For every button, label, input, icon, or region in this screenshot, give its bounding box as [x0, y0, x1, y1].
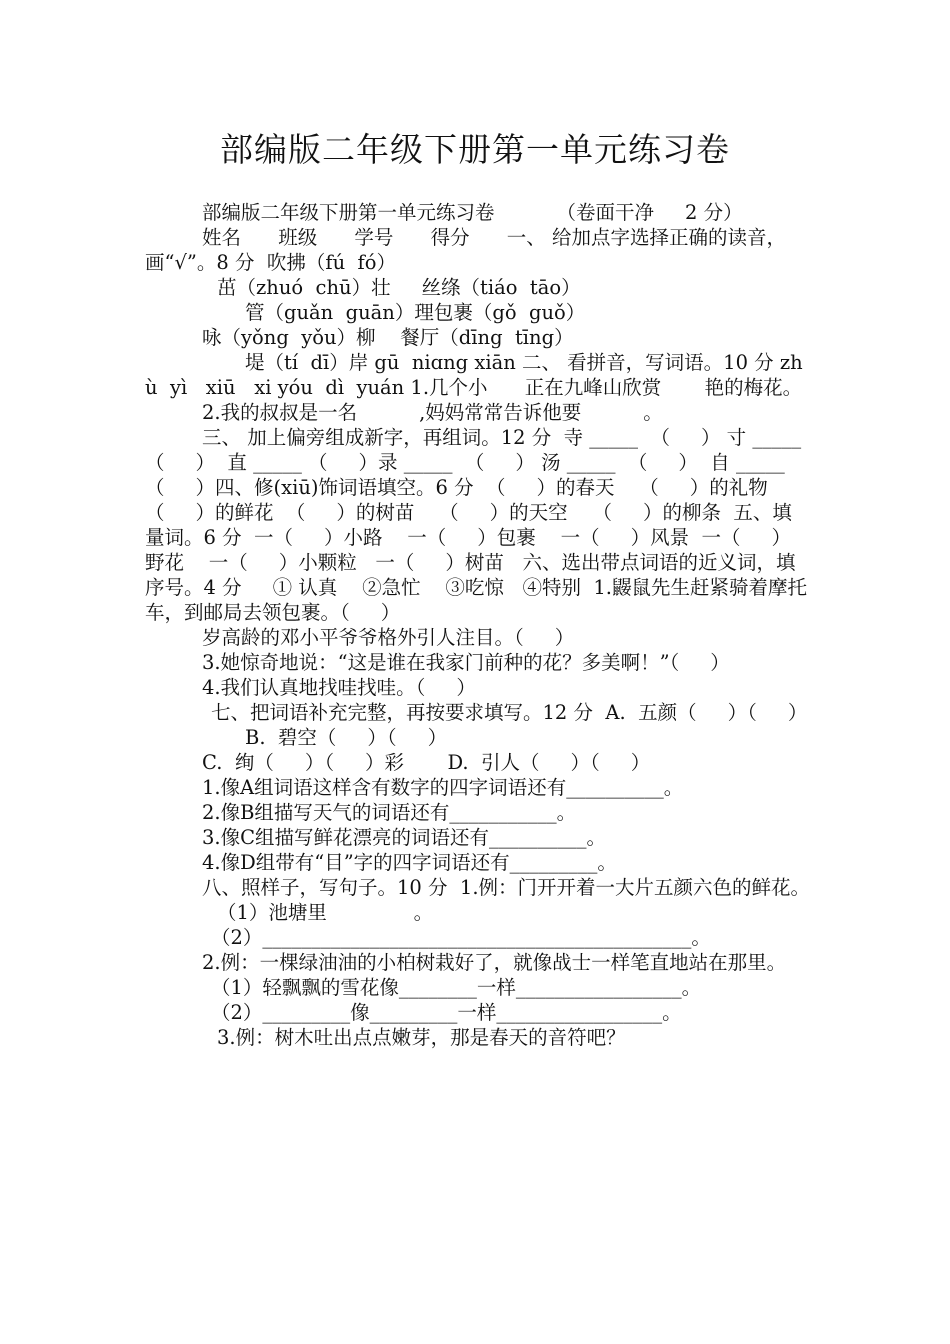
- header-line: 部编版二年级下册第一单元练习卷 （卷面干净 2 分）: [202, 201, 743, 224]
- section-seven-b: B. 碧空（ ）（ ）: [245, 726, 448, 749]
- sections-three-to-six: 三、 加上偏旁组成新字，再组词。12 分 寺 _____ （ ） 寸 _____ （ ） 直 _____ （ ）录 _____ （ ） 汤 _____ （ ） 自 _____ （ ）四、修(xiū)饰词语填空。6 分 （ ）的春天 （ ）的礼物 （ ）的鲜花 （ ）的树苗 （ ）的天空 （ ）的柳条 五、填量词。6 分 一（ ）小路 一（ ）包裹 一（ ）风景 一（ ）野花 一（ ）小颗粒 一（ ）树苗 六、选出带点词语的近义词，填序号。4 分 ① 认真 ②急忙 ③吃惊 ④特别 1.鼹鼠先生赶紧骑着摩托车，到邮局去领包裹。（ ）: [145, 426, 814, 624]
- section-seven: 七、把词语补充完整，再按要求填写。12 分 A. 五颜（ ）（ ）: [211, 701, 808, 724]
- section-seven-q2: 2.像B组描写天气的词语还有___________。: [202, 801, 577, 824]
- section-seven-q1: 1.像A组词语这样含有数字的四字词语还有__________。: [202, 776, 684, 799]
- section-one: 姓名 班级 学号 得分 一、 给加点字选择正确的读音，画“√”。8 分 吹拂（fú fó）: [145, 226, 786, 274]
- section-seven-q3: 3.像C组描写鲜花漂亮的词语还有__________。: [202, 826, 607, 849]
- page-title: 部编版二年级下册第一单元练习卷: [220, 130, 730, 169]
- section-eight-1-1: （1）池塘里 。: [217, 901, 434, 924]
- pinyin-item-2: 管（guǎn guān）理包裹（gǒ guǒ）: [245, 301, 586, 324]
- section-six-item-2: 岁高龄的邓小平爷爷格外引人注目。（ ）: [202, 626, 575, 649]
- section-two: 堤（tí dī）岸 gū niɑng xiān 二、 看拼音，写词语。10 分 zhù yì xiū xi yóu dì yuán 1.几个小 正在九峰山欣赏 艳的梅花。: [145, 351, 803, 399]
- section-two-item-2: 2.我的叔叔是一名 ,妈妈常常告诉他要 。: [202, 401, 663, 424]
- worksheet-body: [145, 200, 814, 1050]
- pinyin-item-1: 茁（zhuó chū）壮 丝绦（tiáo tāo）: [217, 276, 581, 299]
- section-eight-1-2: （2）____________________________________________。: [211, 926, 711, 949]
- section-seven-cd: C. 绚（ ）（ ）彩 D. 引人（ ）（ ）: [202, 751, 651, 774]
- section-eight-2-2: （2）_________像_________一样_________________。: [211, 1001, 682, 1024]
- section-six-item-3: 3.她惊奇地说：“这是谁在我家门前种的花？多美啊！”（ ）: [202, 651, 730, 674]
- section-eight-2: 2.例：一棵绿油油的小柏树栽好了，就像战士一样笔直地站在那里。: [202, 951, 787, 974]
- section-six-item-4: 4.我们认真地找哇找哇。（ ）: [202, 676, 476, 699]
- pinyin-item-3: 咏（yǒng yǒu）柳 餐厅（dīng tīng）: [202, 326, 574, 349]
- section-eight-3: 3.例：树木吐出点点嫩芽，那是春天的音符吧？: [217, 1026, 626, 1049]
- section-seven-q4: 4.像D组带有“目”字的四字词语还有_________。: [202, 851, 617, 874]
- section-eight: 八、照样子，写句子。10 分 1.例：门开开着一大片五颜六色的鲜花。: [202, 876, 811, 899]
- section-eight-2-1: （1）轻飘飘的雪花像________一样_________________。: [211, 976, 702, 999]
